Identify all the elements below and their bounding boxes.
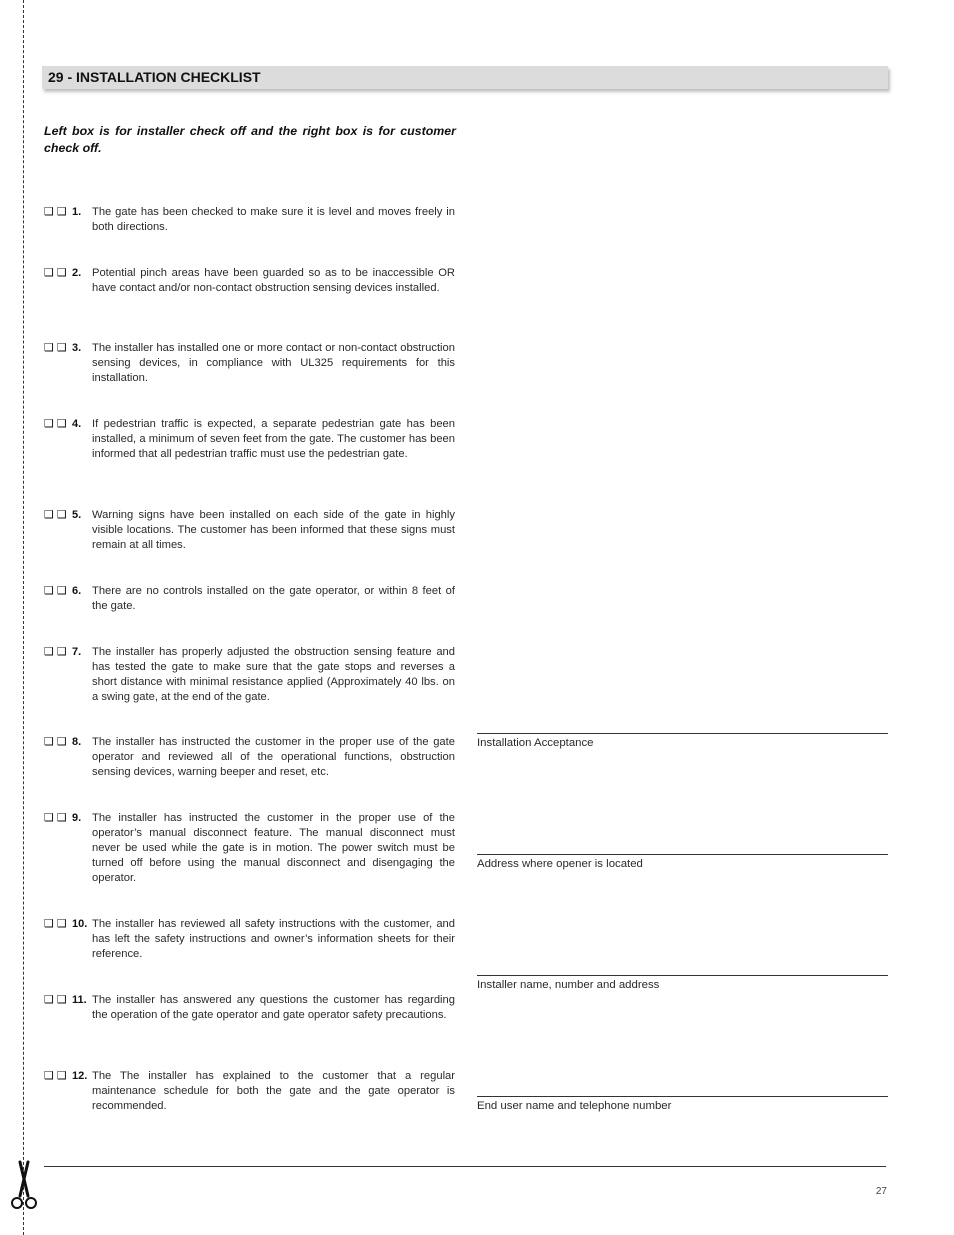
checkbox-pair[interactable]: ❑ ❑ (44, 342, 67, 354)
item-text: The installer has installed one or more contact or non-contact obstruction sensing devices, in compliance with UL325 requirements for this installation. (92, 342, 455, 384)
item-text: The installer has reviewed all safety instructions with the customer, and has left the safety instructions and owner’s information sheets for their reference. (92, 918, 455, 960)
signature-label: Address where opener is located (477, 858, 643, 870)
checkbox-pair[interactable]: ❑ ❑ (44, 918, 67, 930)
intro-instructions: Left box is for installer check off and the right box is for customer check off. (44, 124, 456, 155)
item-number: 1. (72, 206, 82, 218)
signature-label: End user name and telephone number (477, 1100, 672, 1112)
section-title: 29 - INSTALLATION CHECKLIST (42, 66, 888, 89)
item-text: The gate has been checked to make sure it is level and moves freely in both directions. (92, 206, 455, 233)
checkbox-pair[interactable]: ❑ ❑ (44, 736, 67, 748)
item-number: 10. (72, 918, 88, 930)
checkbox-pair[interactable]: ❑ ❑ (44, 206, 67, 218)
page-number: 27 (875, 1186, 887, 1197)
checkbox-pair[interactable]: ❑ ❑ (44, 509, 67, 521)
item-number: 9. (72, 812, 82, 824)
item-text: Potential pinch areas have been guarded so as to be inaccessible OR have contact and/or non-contact obstruction sensing devices installed. (92, 267, 455, 294)
checkbox-pair[interactable]: ❑ ❑ (44, 1070, 67, 1082)
item-text: The installer has instructed the customer in the proper use of the gate operator and reviewed all of the operational functions, obstruction sensing devices, warning beeper and reset, etc. (92, 736, 455, 778)
item-number: 4. (72, 418, 82, 430)
item-text: If pedestrian traffic is expected, a separate pedestrian gate has been installed, a minimum of seven feet from the gate. The customer has been informed that all pedestrian traffic must use the pedestrian gate. (92, 418, 455, 460)
checkbox-pair[interactable]: ❑ ❑ (44, 812, 67, 824)
signature-label: Installation Acceptance (477, 737, 594, 749)
checkbox-pair[interactable]: ❑ ❑ (44, 585, 67, 597)
item-text: The installer has properly adjusted the obstruction sensing feature and has tested the gate to make sure that the gate stops and reverses a short distance with minimal resistance applied (Approximately 40 lbs. on a swing gate, at the end of the gate. (92, 646, 455, 703)
item-number: 12. (72, 1070, 88, 1082)
footer-rule (44, 1166, 886, 1167)
checkbox-pair[interactable]: ❑ ❑ (44, 994, 67, 1006)
item-number: 3. (72, 342, 82, 354)
checkbox-pair[interactable]: ❑ ❑ (44, 418, 67, 430)
scissors-icon (7, 1160, 41, 1212)
item-number: 8. (72, 736, 82, 748)
checkbox-pair[interactable]: ❑ ❑ (44, 267, 67, 279)
checkbox-pair[interactable]: ❑ ❑ (44, 646, 67, 658)
signature-field-end-user-info[interactable] (477, 1096, 888, 1113)
signature-label: Installer name, number and address (477, 979, 660, 991)
item-text: The The installer has explained to the customer that a regular maintenance schedule for both the gate and the gate operator is recommended. (92, 1070, 455, 1112)
signature-field-installation-acceptance[interactable] (477, 733, 888, 750)
item-text: Warning signs have been installed on each side of the gate in highly visible locations. The customer has been informed that these signs must remain at all times. (92, 509, 455, 551)
item-number: 11. (72, 994, 87, 1006)
signature-field-installer-info[interactable] (477, 975, 888, 992)
item-number: 6. (72, 585, 82, 597)
signature-field-opener-address[interactable] (477, 854, 888, 871)
item-text: There are no controls installed on the gate operator, or within 8 feet of the gate. (92, 585, 455, 612)
item-text: The installer has answered any questions the customer has regarding the operation of the gate operator and gate operator safety precautions. (92, 994, 455, 1021)
item-number: 2. (72, 267, 82, 279)
item-number: 5. (72, 509, 82, 521)
item-number: 7. (72, 646, 82, 658)
item-text: The installer has instructed the customer in the proper use of the operator’s manual disconnect feature. The manual disconnect must never be used while the gate is in motion. The power switch must be turned off before using the manual disconnect and disengaging the operator. (92, 812, 455, 884)
cut-line (23, 0, 24, 1235)
